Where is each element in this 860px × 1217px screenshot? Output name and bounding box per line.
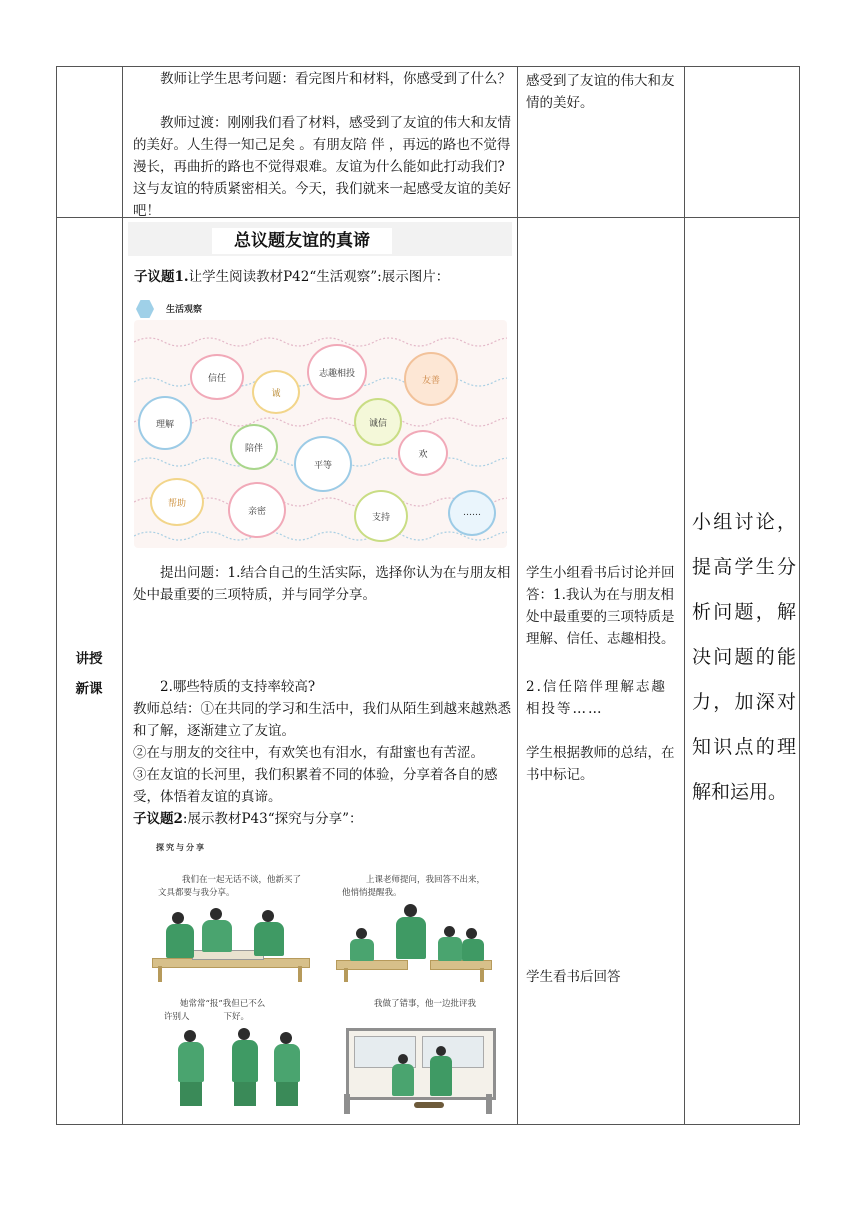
- hexagon-icon: [136, 300, 154, 318]
- headline: 总议题友谊的真谛: [212, 228, 392, 254]
- bubble-trust: 信任: [190, 354, 244, 400]
- bubble-equality: 平等: [294, 436, 352, 492]
- bubble-joy: 欢: [398, 430, 448, 476]
- bubble-help: 帮助: [150, 478, 204, 526]
- sub-topic-2: 子议题2:展示教材P43“探究与分享”：: [133, 811, 363, 827]
- bubble-intimacy: 亲密: [228, 482, 286, 538]
- bubble-understanding: 理解: [138, 396, 192, 450]
- explore-title: 探究与分享: [156, 842, 206, 852]
- table-border-right: [799, 66, 800, 1125]
- design-intent: 小组讨论，提高学生分析问题，解决问题的能力，加深对知识点的理解和运用。: [692, 511, 796, 803]
- panel2-illustration: [334, 904, 494, 984]
- panel3-caption: 她常常“报”我但已不么 许别人 下好。: [164, 999, 266, 1022]
- panel1-illustration: [152, 904, 312, 984]
- teacher-summary-3: ③在友谊的长河里，我们积累着不同的体验，分享着各自的感受，体悟着友谊的真谛。: [133, 767, 498, 805]
- table-col-divider-3: [684, 66, 685, 1125]
- bubble-shared-interests: 志趣相投: [307, 344, 367, 400]
- panel1-caption: 我们在一起无话不谈，他新买了文具都要与我分享。: [158, 875, 302, 898]
- bubble-integrity: 诚信: [354, 398, 402, 446]
- student-activity-4: 学生看书后回答: [526, 969, 621, 985]
- bubble-support: 支持: [354, 490, 408, 542]
- bubble-honesty: 诚: [252, 370, 300, 414]
- table-col-divider-1: [122, 66, 123, 1125]
- explore-share-figure: [144, 838, 504, 1120]
- teacher-summary-1: 教师总结：①在共同的学习和生活中，我们从陌生到越来越熟悉和了解，逐渐建立了友谊。: [133, 701, 511, 739]
- table-border-bottom: [56, 1124, 800, 1125]
- question-1: 提出问题：1.结合自己的生活实际，选择你认为在与朋友相处中最重要的三项特质，并与同学分享。: [133, 565, 511, 603]
- question-2: 2.哪些特质的支持率较高?: [160, 679, 316, 695]
- student-activity-3: 学生根据教师的总结，在书中标记。: [526, 745, 675, 783]
- panel4-caption: 我做了错事，他一边批评我: [374, 999, 477, 1009]
- teacher-transition: 教师过渡：刚刚我们看了材料，感受到了友谊的伟大和友情的美好。人生得一知己足矣 。有朋友陪 伴 ，再远的路也不觉得漫长，再曲折的路也不觉得艰难。友谊为什么能如此打动我们?这与友谊的特质紧密相关。今天，我们就来一起感受友谊的美好吧！: [133, 115, 511, 219]
- sub-topic-1: 子议题1.让学生阅读教材P42“生活观察”:展示图片：: [134, 269, 450, 285]
- bubble-etc: ……: [448, 490, 496, 536]
- table-border-left: [56, 66, 57, 1125]
- teacher-summary-2: ②在与朋友的交往中，有欢笑也有泪水，有甜蜜也有苦涩。: [133, 745, 484, 761]
- bubble-companionship: 陪伴: [230, 424, 278, 470]
- section-label-line2: 新课: [75, 681, 103, 697]
- section-label-line1: 讲授: [75, 651, 103, 667]
- life-observe-title: 生活观察: [166, 305, 203, 315]
- observe-panel: [134, 320, 507, 548]
- teacher-question: 教师让学生思考问题：看完图片和材料，你感受到了什么？: [160, 71, 511, 87]
- student-response-top: 感受到了友谊的伟大和友情的美好。: [526, 73, 675, 111]
- panel3-illustration: [164, 1028, 314, 1108]
- panel2-caption: 上课老师提问，我回答不出来，他悄悄提醒我。: [342, 875, 486, 898]
- student-activity-2: 2.信任陪伴理解志趣相投等……: [526, 679, 667, 717]
- table-border-top: [56, 66, 800, 67]
- student-activity-1: 学生小组看书后讨论并回答：1.我认为在与朋友相处中最重要的三项特质是理解、信任、志趣相投。: [526, 565, 675, 647]
- life-observation-figure: [130, 296, 511, 552]
- panel4-illustration: [340, 1024, 496, 1116]
- bubble-kindness: 友善: [404, 352, 458, 406]
- table-col-divider-2: [517, 66, 518, 1125]
